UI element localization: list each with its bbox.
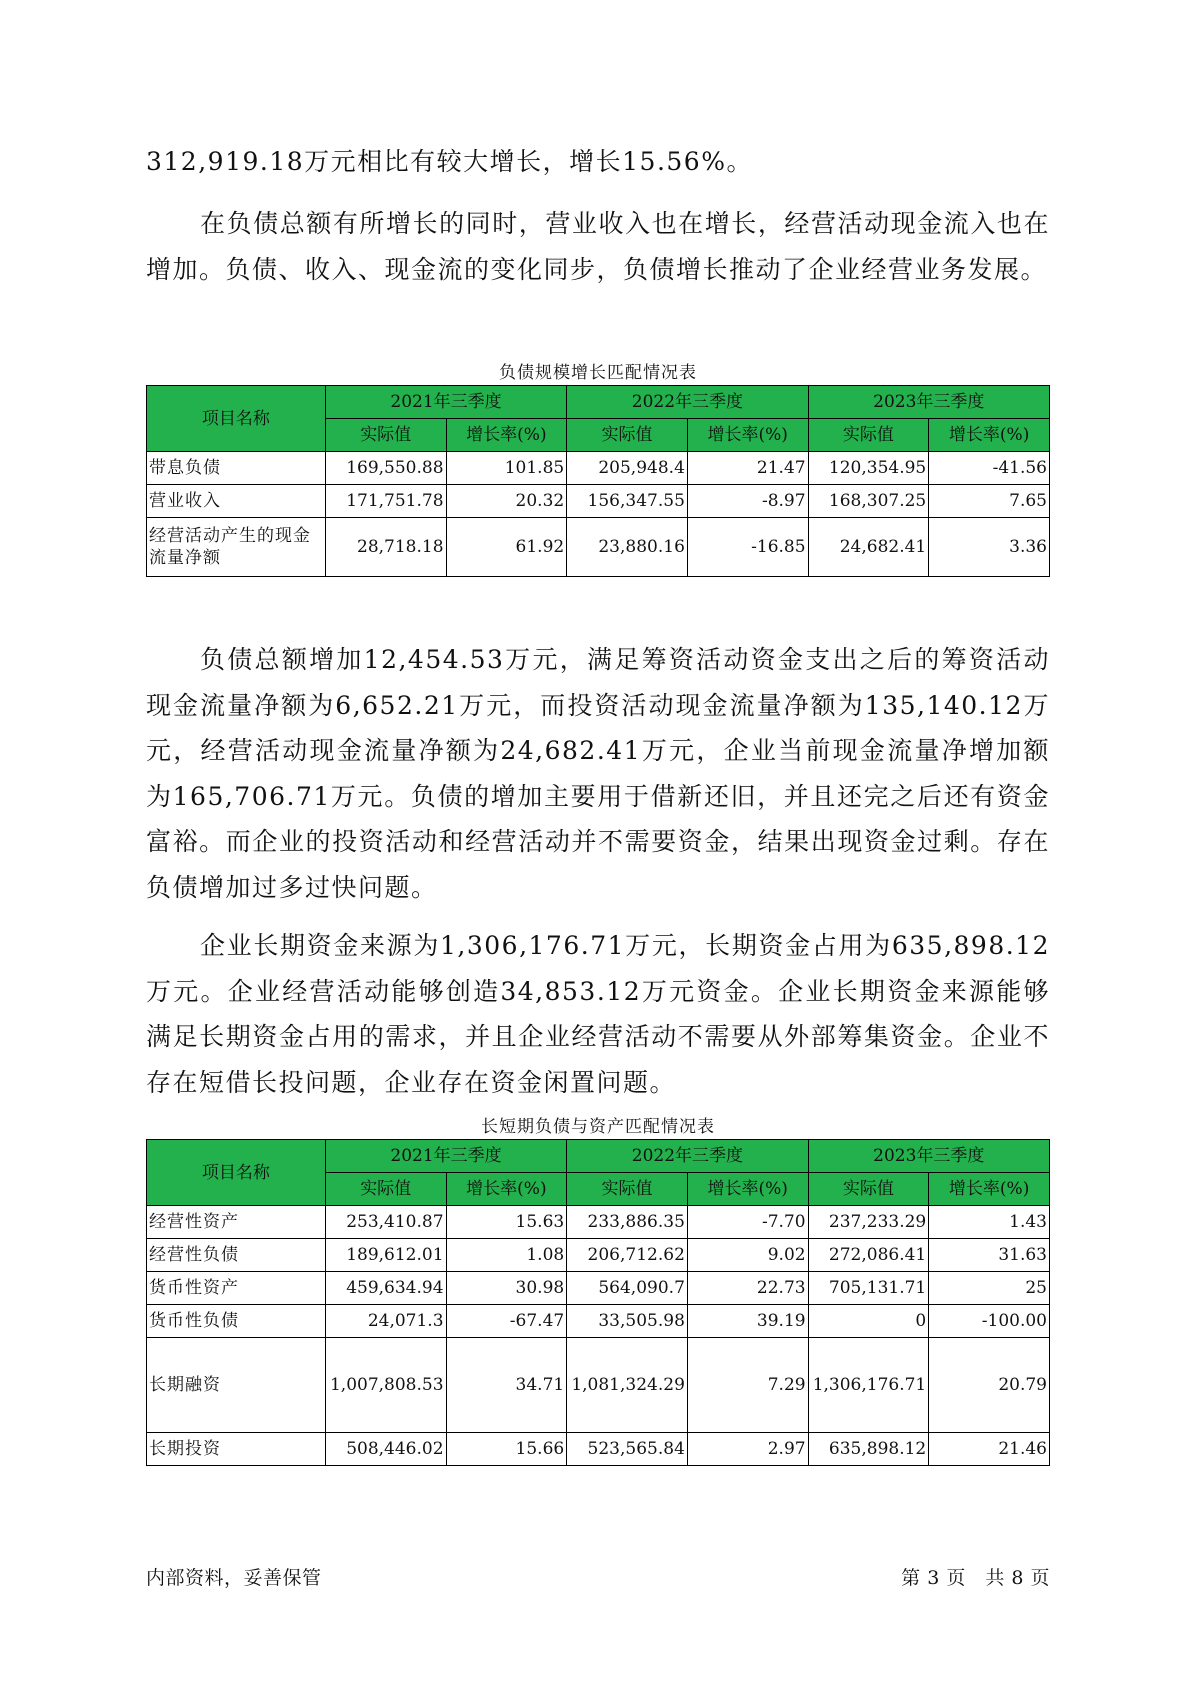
cell: 189,612.01	[325, 1239, 446, 1272]
cell: 22.73	[687, 1272, 808, 1305]
cell: 15.63	[446, 1206, 567, 1239]
footer-confidential-note: 内部资料，妥善保管	[146, 1567, 322, 1589]
cell: 635,898.12	[808, 1433, 929, 1466]
cell: 564,090.7	[567, 1272, 688, 1305]
cell: 61.92	[446, 518, 567, 577]
cell: 1,007,808.53	[325, 1338, 446, 1433]
cell: 24,682.41	[808, 518, 929, 577]
table-row	[147, 1305, 1050, 1338]
period-header-2023: 2023年三季度	[808, 386, 1049, 419]
cell: 24,071.3	[325, 1305, 446, 1338]
long-short-term-table	[146, 1139, 1050, 1466]
cell: 120,354.95	[808, 452, 929, 485]
cell: 523,565.84	[567, 1433, 688, 1466]
growth-header: 增长率(%)	[929, 1173, 1050, 1206]
period-header-2021: 2021年三季度	[325, 386, 566, 419]
table-row	[147, 518, 1050, 577]
cell: 28,718.18	[325, 518, 446, 577]
table-row	[147, 1338, 1050, 1433]
cell: 206,712.62	[567, 1239, 688, 1272]
cell: 2.97	[687, 1433, 808, 1466]
cell: -67.47	[446, 1305, 567, 1338]
period-header-2021: 2021年三季度	[325, 1140, 566, 1173]
row-label: 经营性负债	[147, 1239, 326, 1272]
cell: 33,505.98	[567, 1305, 688, 1338]
row-label: 货币性负债	[147, 1305, 326, 1338]
cell: -100.00	[929, 1305, 1050, 1338]
row-label: 经营性资产	[147, 1206, 326, 1239]
row-label: 带息负债	[147, 452, 326, 485]
paragraph-debt-revenue: 在负债总额有所增长的同时，营业收入也在增长，经营活动现金流入也在增加。负债、收入、现金流的变化同步，负债增长推动了企业经营业务发展。	[146, 209, 1050, 284]
cell: 169,550.88	[325, 452, 446, 485]
cell: 3.36	[929, 518, 1050, 577]
table-row	[147, 452, 1050, 485]
growth-header: 增长率(%)	[687, 1173, 808, 1206]
growth-header: 增长率(%)	[446, 419, 567, 452]
cell: 459,634.94	[325, 1272, 446, 1305]
cell: 1,081,324.29	[567, 1338, 688, 1433]
row-label: 营业收入	[147, 485, 326, 518]
table-row	[147, 1272, 1050, 1305]
table2-caption: 长短期负债与资产匹配情况表	[481, 1117, 715, 1137]
cell: 23,880.16	[567, 518, 688, 577]
actual-header: 实际值	[808, 419, 929, 452]
cell: 9.02	[687, 1239, 808, 1272]
cell: 15.66	[446, 1433, 567, 1466]
actual-header: 实际值	[567, 1173, 688, 1206]
table-row	[147, 1206, 1050, 1239]
table-row	[147, 485, 1050, 518]
cell: 30.98	[446, 1272, 567, 1305]
cell: 253,410.87	[325, 1206, 446, 1239]
growth-header: 增长率(%)	[687, 419, 808, 452]
growth-header: 增长率(%)	[446, 1173, 567, 1206]
cell: 21.47	[687, 452, 808, 485]
cell: 7.29	[687, 1338, 808, 1433]
actual-header: 实际值	[325, 419, 446, 452]
footer-page-number: 第 3 页 共 8 页	[901, 1567, 1050, 1589]
cell: 168,307.25	[808, 485, 929, 518]
row-label: 经营活动产生的现金流量净额	[147, 518, 326, 577]
cell: 156,347.55	[567, 485, 688, 518]
actual-header: 实际值	[567, 419, 688, 452]
cell: 7.65	[929, 485, 1050, 518]
row-label: 长期投资	[147, 1433, 326, 1466]
cell: 205,948.4	[567, 452, 688, 485]
cell: 101.85	[446, 452, 567, 485]
cell: 272,086.41	[808, 1239, 929, 1272]
cell: 233,886.35	[567, 1206, 688, 1239]
item-name-header: 项目名称	[147, 1140, 326, 1206]
actual-header: 实际值	[808, 1173, 929, 1206]
cell: 237,233.29	[808, 1206, 929, 1239]
cell: 21.46	[929, 1433, 1050, 1466]
cell: -16.85	[687, 518, 808, 577]
item-name-header: 项目名称	[147, 386, 326, 452]
table-row	[147, 1433, 1050, 1466]
cell: 25	[929, 1272, 1050, 1305]
debt-growth-table	[146, 385, 1050, 577]
table1-caption: 负债规模增长匹配情况表	[499, 363, 697, 383]
cell: 34.71	[446, 1338, 567, 1433]
cell: -41.56	[929, 452, 1050, 485]
cell: -8.97	[687, 485, 808, 518]
cell: 705,131.71	[808, 1272, 929, 1305]
growth-header: 增长率(%)	[929, 419, 1050, 452]
period-header-2023: 2023年三季度	[808, 1140, 1049, 1173]
paragraph-long-term-funds: 企业长期资金来源为1,306,176.71万元，长期资金占用为635,898.12万元。企业经营活动能够创造34,853.12万元资金。企业长期资金来源能够满足长期资金占用的需求，并且企业经营活动不需要从外部筹集资金。企业不存在短借长投问题，企业存在资金闲置问题。	[146, 931, 1050, 1097]
paragraph-continuation: 312,919.18万元相比有较大增长，增长15.56%。	[146, 147, 753, 176]
cell: 0	[808, 1305, 929, 1338]
period-header-2022: 2022年三季度	[567, 1140, 808, 1173]
cell: 20.79	[929, 1338, 1050, 1433]
paragraph-debt-increase: 负债总额增加12,454.53万元，满足筹资活动资金支出之后的筹资活动现金流量净额为6,652.21万元，而投资活动现金流量净额为135,140.12万元，经营活动现金流量净额为24,682.41万元，企业当前现金流量净增加额为165,706.71万元。负债的增加主要用于借新还旧，并且还完之后还有资金富裕。而企业的投资活动和经营活动并不需要资金，结果出现资金过剩。存在负债增加过多过快问题。	[146, 645, 1050, 902]
actual-header: 实际值	[325, 1173, 446, 1206]
row-label: 货币性资产	[147, 1272, 326, 1305]
cell: 1,306,176.71	[808, 1338, 929, 1433]
table-row	[147, 1239, 1050, 1272]
period-header-2022: 2022年三季度	[567, 386, 808, 419]
cell: 1.08	[446, 1239, 567, 1272]
cell: 20.32	[446, 485, 567, 518]
cell: 508,446.02	[325, 1433, 446, 1466]
row-label: 长期融资	[147, 1338, 326, 1433]
cell: 171,751.78	[325, 485, 446, 518]
cell: 1.43	[929, 1206, 1050, 1239]
cell: -7.70	[687, 1206, 808, 1239]
cell: 31.63	[929, 1239, 1050, 1272]
cell: 39.19	[687, 1305, 808, 1338]
